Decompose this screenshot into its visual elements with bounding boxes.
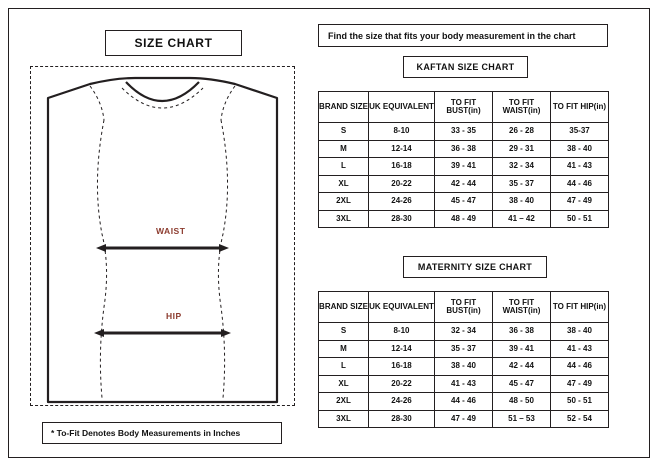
cell-waist: 35 - 37 xyxy=(493,175,551,193)
garment-diagram-panel xyxy=(20,18,305,448)
kaftan-illustration xyxy=(30,62,295,412)
cell-hip: 41 - 43 xyxy=(551,340,609,358)
cell-waist: 45 - 47 xyxy=(493,375,551,393)
cell-uk-equivalent: 24-26 xyxy=(369,193,435,211)
garment-outline xyxy=(48,78,277,402)
cell-hip: 44 - 46 xyxy=(551,358,609,376)
page-title-text: SIZE CHART xyxy=(134,36,213,50)
cell-waist: 41 – 42 xyxy=(493,210,551,228)
table-row xyxy=(319,210,609,228)
cell-uk-equivalent: 8-10 xyxy=(369,323,435,341)
kaftan-table-title xyxy=(403,56,528,78)
cell-waist: 39 - 41 xyxy=(493,340,551,358)
column-header-hip: TO FIT HIP(in) xyxy=(551,92,609,123)
neckline-outer xyxy=(126,82,199,101)
cell-bust: 48 - 49 xyxy=(435,210,493,228)
cell-brand-size: 3XL xyxy=(319,410,369,428)
cell-hip: 44 - 46 xyxy=(551,175,609,193)
shoulder-seam-left xyxy=(90,86,104,120)
column-header-bust: TO FIT BUST(in) xyxy=(435,292,493,323)
cell-uk-equivalent: 28-30 xyxy=(369,210,435,228)
table-row xyxy=(319,323,609,341)
side-seam-right xyxy=(218,120,227,398)
column-header-brand-size: BRAND SIZE xyxy=(319,92,369,123)
cell-uk-equivalent: 28-30 xyxy=(369,410,435,428)
hip-label: HIP xyxy=(166,311,182,321)
column-header-brand-size: BRAND SIZE xyxy=(319,292,369,323)
cell-uk-equivalent: 12-14 xyxy=(369,340,435,358)
table-row xyxy=(319,375,609,393)
table-row xyxy=(319,175,609,193)
cell-bust: 47 - 49 xyxy=(435,410,493,428)
waist-label: WAIST xyxy=(156,226,186,236)
cell-uk-equivalent: 16-18 xyxy=(369,358,435,376)
cell-hip: 38 - 40 xyxy=(551,323,609,341)
cell-waist: 36 - 38 xyxy=(493,323,551,341)
column-header-waist: TO FIT WAIST(in) xyxy=(493,92,551,123)
cell-waist: 48 - 50 xyxy=(493,393,551,411)
cell-brand-size: 2XL xyxy=(319,193,369,211)
cell-hip: 47 - 49 xyxy=(551,375,609,393)
hip-arrow-right xyxy=(221,329,231,337)
maternity-size-table xyxy=(318,291,609,428)
column-header-uk-equivalent: UK EQUIVALENT xyxy=(369,292,435,323)
cell-brand-size: 2XL xyxy=(319,393,369,411)
side-seam-left xyxy=(97,120,106,398)
cell-waist: 29 - 31 xyxy=(493,140,551,158)
cell-brand-size: M xyxy=(319,340,369,358)
cell-bust: 32 - 34 xyxy=(435,323,493,341)
cell-brand-size: XL xyxy=(319,375,369,393)
cell-bust: 45 - 47 xyxy=(435,193,493,211)
cell-waist: 32 - 34 xyxy=(493,158,551,176)
cell-bust: 33 - 35 xyxy=(435,123,493,141)
cell-uk-equivalent: 24-26 xyxy=(369,393,435,411)
table-row xyxy=(319,140,609,158)
cell-hip: 50 - 51 xyxy=(551,210,609,228)
cell-uk-equivalent: 12-14 xyxy=(369,140,435,158)
cell-bust: 38 - 40 xyxy=(435,358,493,376)
cell-bust: 35 - 37 xyxy=(435,340,493,358)
table-row xyxy=(319,193,609,211)
table-row xyxy=(319,340,609,358)
waist-arrow-right xyxy=(219,244,229,252)
cell-bust: 41 - 43 xyxy=(435,375,493,393)
table-row xyxy=(319,158,609,176)
column-header-bust: TO FIT BUST(in) xyxy=(435,92,493,123)
page-title xyxy=(105,30,242,56)
table-row xyxy=(319,123,609,141)
cell-hip: 50 - 51 xyxy=(551,393,609,411)
waist-arrow-left xyxy=(96,244,106,252)
table-header-row xyxy=(319,292,609,323)
cell-waist: 51 – 53 xyxy=(493,410,551,428)
cell-hip: 52 - 54 xyxy=(551,410,609,428)
instruction-banner xyxy=(318,24,608,47)
column-header-hip: TO FIT HIP(in) xyxy=(551,292,609,323)
kaftan-table-title-text: KAFTAN SIZE CHART xyxy=(416,62,515,72)
cell-bust: 36 - 38 xyxy=(435,140,493,158)
cell-uk-equivalent: 16-18 xyxy=(369,158,435,176)
cell-brand-size: L xyxy=(319,158,369,176)
instruction-banner-text: Find the size that fits your body measurement in the chart xyxy=(328,30,576,41)
cell-brand-size: L xyxy=(319,358,369,376)
cell-waist: 38 - 40 xyxy=(493,193,551,211)
cell-waist: 42 - 44 xyxy=(493,358,551,376)
cell-uk-equivalent: 20-22 xyxy=(369,375,435,393)
shoulder-seam-right xyxy=(221,86,235,120)
cell-bust: 39 - 41 xyxy=(435,158,493,176)
cell-brand-size: 3XL xyxy=(319,210,369,228)
table-header-row xyxy=(319,92,609,123)
table-row xyxy=(319,358,609,376)
cell-brand-size: XL xyxy=(319,175,369,193)
cell-hip: 38 - 40 xyxy=(551,140,609,158)
cell-hip: 47 - 49 xyxy=(551,193,609,211)
footnote-text: * To-Fit Denotes Body Measurements in Inches xyxy=(51,428,241,438)
maternity-table-title xyxy=(403,256,547,278)
column-header-uk-equivalent: UK EQUIVALENT xyxy=(369,92,435,123)
cell-brand-size: S xyxy=(319,123,369,141)
cell-brand-size: M xyxy=(319,140,369,158)
cell-uk-equivalent: 20-22 xyxy=(369,175,435,193)
hip-arrow-left xyxy=(94,329,104,337)
cell-brand-size: S xyxy=(319,323,369,341)
cell-uk-equivalent: 8-10 xyxy=(369,123,435,141)
maternity-table-title-text: MATERNITY SIZE CHART xyxy=(417,262,533,272)
table-row xyxy=(319,410,609,428)
table-row xyxy=(319,393,609,411)
cell-hip: 35-37 xyxy=(551,123,609,141)
column-header-waist: TO FIT WAIST(in) xyxy=(493,292,551,323)
cell-bust: 42 - 44 xyxy=(435,175,493,193)
kaftan-size-table xyxy=(318,91,609,228)
cell-hip: 41 - 43 xyxy=(551,158,609,176)
cell-bust: 44 - 46 xyxy=(435,393,493,411)
footnote-box xyxy=(42,422,282,444)
size-tables-panel xyxy=(315,18,640,448)
cell-waist: 26 - 28 xyxy=(493,123,551,141)
